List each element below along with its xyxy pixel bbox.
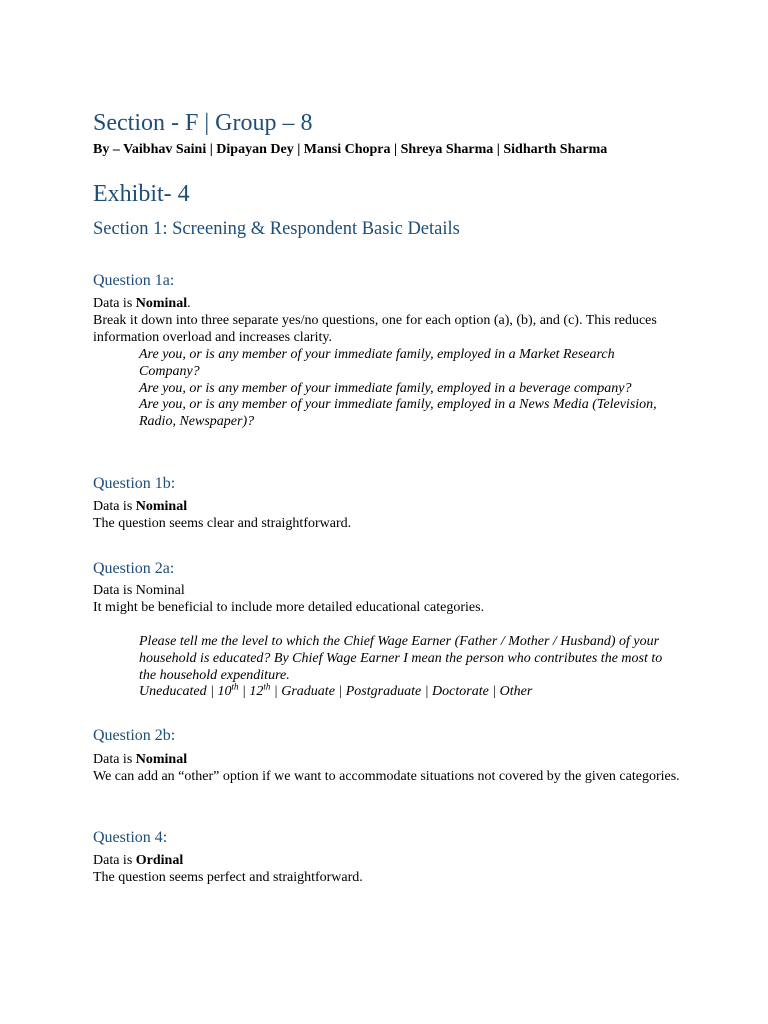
question-1b-data-type: Data is Nominal — [93, 499, 188, 514]
question-2a-body — [93, 583, 683, 617]
exhibit-title: Exhibit- 4 — [93, 181, 190, 207]
author-line: By – Vaibhav Saini | Dipayan Dey | Mansi Chopra | Shreya Sharma | Sidharth Sharma — [93, 142, 608, 157]
question-1a-comment: Break it down into three separate yes/no questions, one for each option (a), (b), and (c). This reduces information overload and increases clarity. — [93, 312, 657, 345]
question-2a-data-type: Data is Nominal — [93, 583, 185, 598]
question-1a-heading: Question 1a: — [93, 272, 175, 289]
suggested-question: Please tell me the level to which the Chief Wage Earner (Father / Mother / Husband) of your household is educated? By Chief Wage Earner I mean the person who contributes the most to the household expenditure. — [139, 634, 663, 683]
sub-question: Are you, or is any member of your immediate family, employed in a Market Research Company? — [139, 347, 615, 379]
data-type-value: Nominal — [135, 296, 188, 311]
sub-question: Are you, or is any member of your immediate family, employed in a beverage company? — [139, 380, 632, 396]
question-2b-comment: We can add an “other” option if we want to accommodate situations not covered by the given categories. — [93, 768, 680, 784]
question-2b-data-type: Data is Nominal — [93, 752, 188, 767]
question-4-heading: Question 4: — [93, 829, 168, 846]
sub-question: Are you, or is any member of your immediate family, employed in a News Media (Television, Radio, Newspaper)? — [139, 397, 657, 430]
question-1b-heading: Question 1b: — [93, 475, 176, 492]
question-1b-body — [93, 499, 683, 533]
question-2a-suggestion — [139, 634, 669, 701]
question-2a-heading: Question 2a: — [93, 560, 175, 577]
question-1a-body — [93, 296, 683, 346]
education-options: Uneducated | 10th | 12th | Graduate | Postgraduate | Doctorate | Other — [139, 681, 533, 700]
question-2b-heading: Question 2b: — [93, 727, 176, 744]
question-1a-sub-questions — [139, 347, 669, 431]
question-4-body — [93, 853, 683, 887]
question-4-data-type: Data is Ordinal — [93, 853, 184, 868]
data-type-value: Ordinal — [135, 853, 184, 868]
question-1b-comment: The question seems clear and straightforward. — [93, 515, 352, 531]
document-title: Section - F | Group – 8 — [93, 110, 313, 136]
question-2a-comment: It might be beneficial to include more detailed educational categories. — [93, 599, 485, 615]
data-type-value: Nominal — [135, 499, 188, 514]
question-2b-body — [93, 752, 683, 786]
document-page — [93, 0, 683, 1024]
data-type-value: Nominal — [135, 752, 188, 767]
question-1a-data-type: Data is Nominal. — [93, 296, 191, 311]
section-title: Section 1: Screening & Respondent Basic Details — [93, 219, 460, 239]
question-4-comment: The question seems perfect and straightforward. — [93, 869, 363, 885]
